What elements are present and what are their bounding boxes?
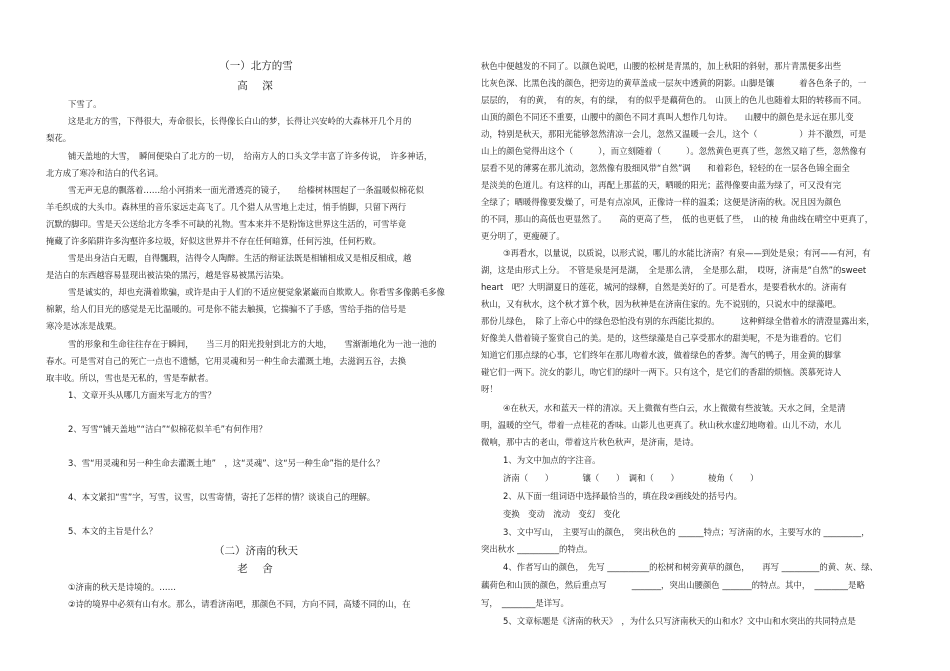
s1-question: 2、写雪“铺天盖地”“洁白”“似棉花似羊毛”有何作用？ xyxy=(68,424,267,434)
s2-question: 3、文中写山， 主要写山的颜色， 突出秋色的 ______特点；写济南的水，主要写水的 _________， xyxy=(503,527,870,537)
s2-text-line: 秋山，又有秋水，这个秋才算个秋，因为秋神是在济南住家的。先不说别的，只说水中的绿藻吧。 xyxy=(481,299,842,309)
s1-paragraph-line: 取丰收。所以，雪也是无私的，雪是奉献者。 xyxy=(46,373,214,383)
section1-author: 高 深 xyxy=(237,80,275,92)
s2-text-line: 呀！ xyxy=(481,384,498,394)
s2-paragraph-line: ②诗的境界中必须有山有水。那么，请看济南吧，那颜色不同，方向不同，高矮不同的山，在 xyxy=(68,599,411,609)
s2-text-line: 全绿了；晒暖得像要发燥了，可是有点凉风，正像诗一样的温柔；这便是济南的秋。况且因为颜色 xyxy=(481,197,842,207)
s1-paragraph-line: 雪是出身洁白无暇，自得飄瑕，洁得令人陶醉。生活的辩证法既是相辅相成又是相反相成，越 xyxy=(68,253,412,263)
s1-question: 5、本文的主旨是什么？ xyxy=(68,526,158,536)
s1-paragraph-line: 下雪了。 xyxy=(68,99,102,109)
s2-question: 2、从下面一组词语中选择最恰当的，填在段②画线处的括号内。 xyxy=(503,491,742,501)
s1-paragraph-line: 这是北方的雪，下得很大，寿命很长，长得像长白山的梦，长得让兴安岭的大森林开几个月的 xyxy=(68,116,412,126)
s2-text-line: 秋色中便越发的不同了。以颜色说吧，山腰的松树是青黑的，加上秋阳的斜射，那片青黑便多出些 xyxy=(481,61,842,71)
s2-question: 1、为文中加点的字注音。 xyxy=(503,455,601,465)
s2-text-line: ④在秋天，水和蓝天一样的清凉。天上微微有些白云，水上微微有些波皱。天水之间，全是清 xyxy=(503,403,846,413)
s1-paragraph-line: 北方成了寒冷和洁白的代名词。 xyxy=(46,168,164,178)
s1-paragraph-line: 棉絮，给人们目光的感觉是无比温暖的。可是你不能去触摸，它揣骗不了手感，雪给手指的信号是 xyxy=(46,304,407,314)
s2-text-line: 的不同，那山的高低也更显然了。 高的更高了些， 低的也更低了些， 山的棱 角曲线在晴空中更真了， xyxy=(481,214,874,224)
s1-question: 4、本文紧扣“雪”字，写雪，议雪，以雪寄情，寄托了怎样的情？谈谈自己的理解。 xyxy=(68,492,376,502)
s1-paragraph-line: 沉默的脚印。雪是天公送给北方冬季不可缺的礼物。雪本来并不是粉饰这世界这生活的，可雪毕竟 xyxy=(46,219,407,229)
s1-question: 1、文章开头从哪几方面来写北方的雪？ xyxy=(68,390,216,400)
section2-author: 老 舍 xyxy=(237,563,275,575)
s1-paragraph-line: 春水。可是雪对自己的死亡一点也不遗憾，它用灵魂和另一种生命去灌溉土地，去滋润五谷，去换 xyxy=(46,356,407,366)
s2-text-line: 层看不见的薄雾在那儿流动，忽然像有股细风带“自然”调 和着彩色，轻轻的在一层各色锦全面全 xyxy=(481,163,850,173)
s2-text-line: heart 吧？大明湖夏日的莲花，城河的绿柳，自然是美好的了。可是看水，是要看秋水的。济南有 xyxy=(481,282,847,292)
s2-text-line: 明，温暖的空气，带着一点桂花的香味。山影儿也更真了。秋山秋水虚幻地吻着。山儿不动，水儿 xyxy=(481,420,842,430)
s2-text-line: ③再看水，以量说，以质说，以形式说，哪儿的水能比济南？有泉——到处是泉；有河——有河，有 xyxy=(503,248,871,258)
s1-paragraph-line: 雪是诚实的，却也充满着欺骗，或许是由于人们的不适应便觉象紧巌而自欺欺人。你看雪多像鹅毛多像 xyxy=(68,287,445,297)
s1-paragraph-line: 雪的形象和生命往往存在于瞬间， 当三月的阳光投射到北方的大地， 雪渐渐地化为一池一池的 xyxy=(68,339,437,349)
s2-text-line: 动，特别是秋天，那阳光能够忽然清凉一会儿，忽然又温暖一会儿，这个（ ）并不激烈，可是 xyxy=(481,129,867,139)
section1-title: （一）北方的雪 xyxy=(219,60,293,72)
s2-text-line: 比灰色深、比黑色浅的颜色，把旁边的黄草盖成一层灰中透黄的阴影。山脚是镶 着各色条子的，一 xyxy=(481,78,867,88)
s2-question: 写， ________是详写。 xyxy=(481,598,569,608)
s2-text-line: 好像美人借着镜子鉴赏自己的美。是的，这些绿藻是自己享受那水的甜美呢，不是为谁看的。它们 xyxy=(481,333,842,343)
s2-question: 藕荷色和山顶的颜色，然后重点写 _______，突出山腰颜色 _______的特点。其中， ________是略 xyxy=(481,580,865,590)
s1-paragraph-line: 铺天盖地的大雪， 瞬间便染白了北方的一切， 给南方人的口头文学丰富了许多传说， 许多神话， xyxy=(68,151,433,161)
s2-text-line: 更分明了，更瘦硬了。 xyxy=(481,231,565,241)
s1-paragraph-line: 寒冷是冰冻是战栗。 xyxy=(46,321,122,331)
s2-question: 4、作者写山的颜色， 先写 __________的松树和树旁黄草的颜色， 再写 _________的黄、灰、绿、 xyxy=(503,562,878,572)
s2-text-line: 知道它们那点绿的心事，它们终年在那儿吻着水波，做着绿色的香梦。淘气的鸭子，用金黄的脚掌 xyxy=(481,350,842,360)
s2-question: 5、文章标题是《济南的秋天》 ，为什么只写济南秋天的山和水？文中山和水突出的共同特点是 xyxy=(503,616,856,626)
s2-question: 济南（ ） 镶（ ） 调和（ ） 棱角（ ） xyxy=(503,473,759,483)
s2-text-line: 那份儿绿色， 除了上帝心中的绿色恐怕没有别的东西能比拟的。 这种鲜绿全借着水的清澄显露出来， xyxy=(481,316,875,326)
s2-text-line: 山顶的颜色不同还不重要，山腰中的颜色不同才真叫人想作几句诗。 山腰中的颜色是永远在那儿变 xyxy=(481,112,854,122)
s1-question: 3、雪“用灵魂和另一种生命去灌溉土地” ，这“灵魂”、这“另一种生命”指的是什么？ xyxy=(68,458,385,468)
s2-text-line: 湖，这是由形式上分。 不管是泉是河是湖， 全是那么清， 全是那么甜， 哎呀，济南是“自然”的sweet xyxy=(481,265,867,275)
s1-paragraph-line: 雪无声无息的飘落着……给小河捎来一面光滑透亮的镜子， 给榛树林围起了一条温暖似棉花似 xyxy=(68,185,424,195)
s2-text-line: 层层的， 有的黄， 有的灰，有的绿， 有的似乎是藕荷色的。 山顶上的色儿也随着太阳的转移而不同。 xyxy=(481,95,867,105)
s2-text-line: 山上的颜色觉得出这个（ ），而立刻随着（ ）。忽然黄色更真了些，忽然又暗了些，忽然像有 xyxy=(481,146,867,156)
s2-text-line: 微响，那中古的老山，带着这片秋色秋声，是济南，是诗。 xyxy=(481,437,699,447)
section2-title: （二）济南的秋天 xyxy=(214,545,298,557)
s2-question: 突出秋水 __________的特点。 xyxy=(481,544,593,554)
s2-question: 变换 变动 流动 变幻 变化 xyxy=(503,509,621,519)
s2-text-line: 是淡美的色道儿。有这样的山，再配上那蓝的天，晒暖的阳光；蓝得像要由蓝为绿了，可又没有完 xyxy=(481,180,842,190)
s1-paragraph-line: 羊毛织成的大头巾。森林里的音乐家远走高飞了。几个猎人从雪地上走过，悄手悄脚，只留下两行 xyxy=(46,202,407,212)
s1-paragraph-line: 掩藏了许多陷阱许多沟壑许多垃圾，好似这世界并不存在任何暗算，任何污浊，任何朽败。 xyxy=(46,236,381,246)
s2-text-line: 碰它们一两下。浣女的影儿，吻它们的绿叶一两下。只有这个，是它们的香甜的烦恼。羡慕死诗人 xyxy=(481,367,842,377)
s2-paragraph-line: ①济南的秋天是诗境的。…… xyxy=(68,582,177,592)
s1-paragraph-line: 是洁白的东西越容易显现出被沾染的黑污，越是容易被黑污沾染。 xyxy=(46,270,289,280)
s1-paragraph-line: 梨花。 xyxy=(46,133,72,143)
